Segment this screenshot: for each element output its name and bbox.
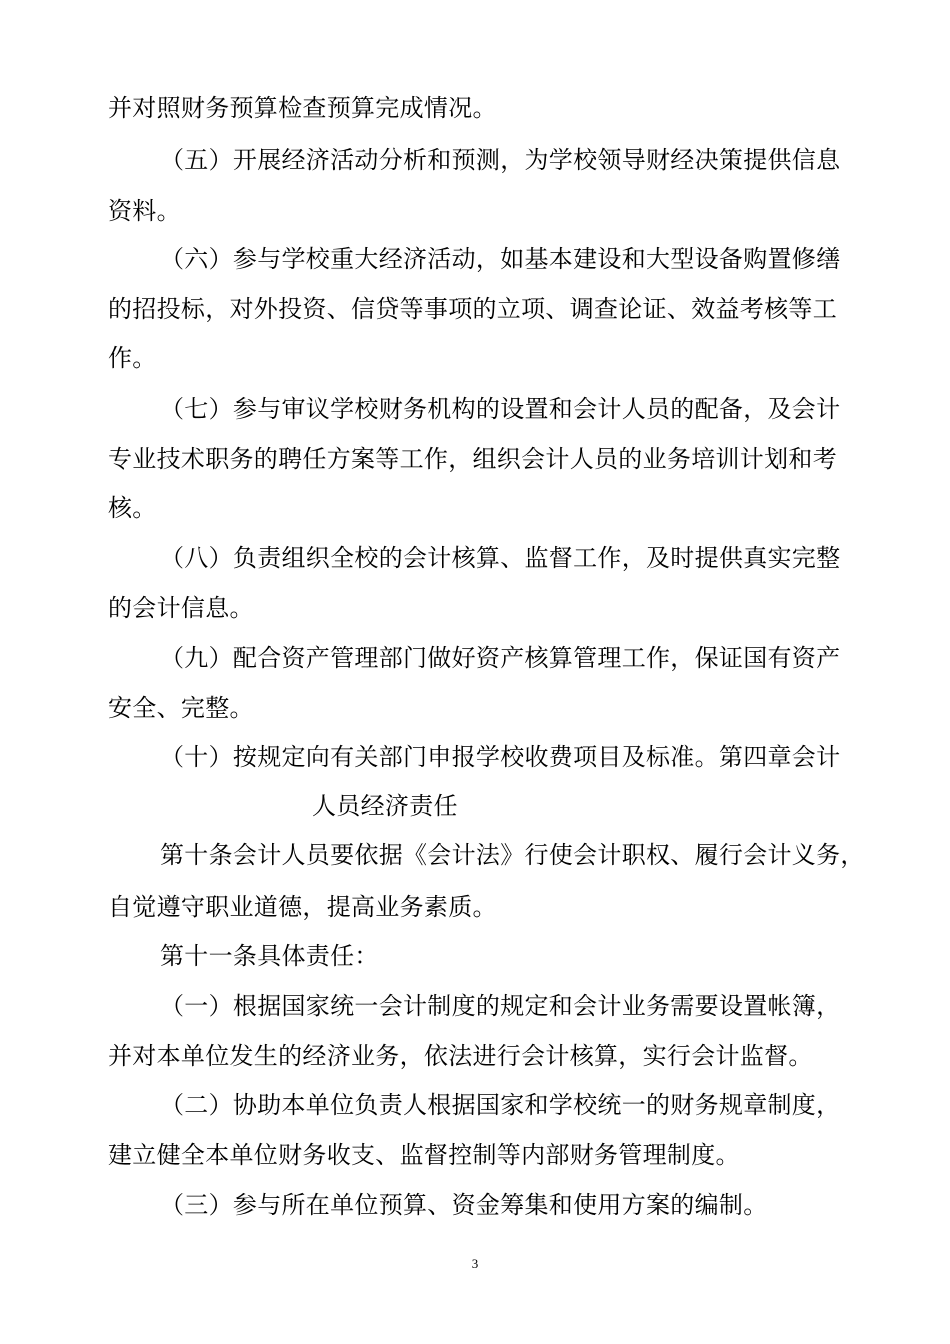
text-line: （五）开展经济活动分析和预测，为学校领导财经决策提供信息 xyxy=(160,146,841,174)
text-line: 第十条会计人员要依据《会计法》行使会计职权、履行会计义务， xyxy=(160,841,865,869)
text-line: （八）负责组织全校的会计核算、监督工作，及时提供真实完整 xyxy=(160,544,841,572)
text-line: （十）按规定向有关部门申报学校收费项目及标准。第四章会计 xyxy=(160,743,841,771)
text-line: 并对照财务预算检查预算完成情况。 xyxy=(108,94,497,122)
text-line: （一）根据国家统一会计制度的规定和会计业务需要设置帐簿， xyxy=(160,992,841,1020)
text-line: （三）参与所在单位预算、资金筹集和使用方案的编制。 xyxy=(160,1191,768,1219)
text-line: 自觉遵守职业道德，提高业务素质。 xyxy=(108,893,497,921)
text-line: 核。 xyxy=(108,494,157,522)
text-line: 第十一条具体责任： xyxy=(160,942,379,970)
text-line: 专业技术职务的聘任方案等工作，组织会计人员的业务培训计划和考 xyxy=(108,445,837,473)
text-line: 建立健全本单位财务收支、监督控制等内部财务管理制度。 xyxy=(108,1141,740,1169)
text-line: 的会计信息。 xyxy=(108,594,254,622)
section-heading: 人员经济责任 xyxy=(312,792,458,820)
text-line: 作。 xyxy=(108,344,157,372)
text-line: 资料。 xyxy=(108,197,181,225)
text-line: （六）参与学校重大经济活动，如基本建设和大型设备购置修缮 xyxy=(160,245,841,273)
text-line: （九）配合资产管理部门做好资产核算管理工作，保证国有资产 xyxy=(160,644,841,672)
text-line: （七）参与审议学校财务机构的设置和会计人员的配备，及会计 xyxy=(160,395,841,423)
text-line: 安全、完整。 xyxy=(108,694,254,722)
text-line: 的招投标，对外投资、信贷等事项的立项、调查论证、效益考核等工 xyxy=(108,295,837,323)
page-number: 3 xyxy=(471,1256,479,1271)
text-line: （二）协助本单位负责人根据国家和学校统一的财务规章制度， xyxy=(160,1091,841,1119)
text-line: 并对本单位发生的经济业务，依法进行会计核算，实行会计监督。 xyxy=(108,1042,813,1070)
